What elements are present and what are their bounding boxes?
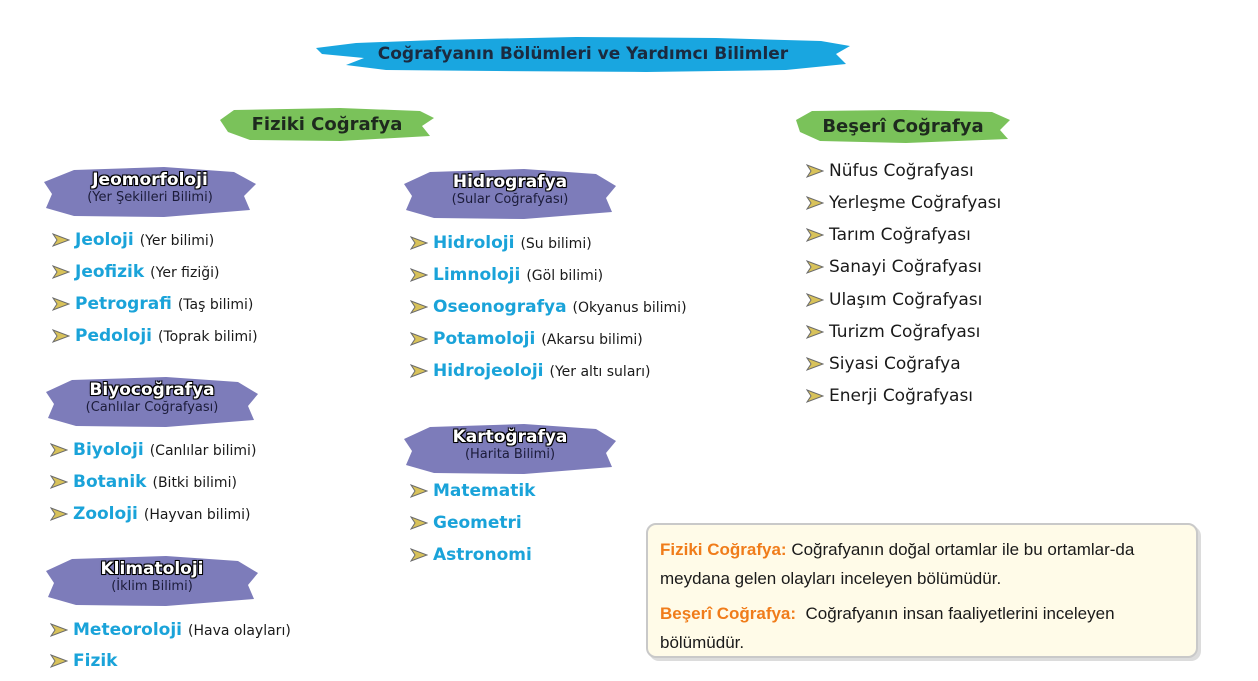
item-desc: (Hava olayları) xyxy=(188,623,291,639)
arrow-bullet-icon xyxy=(52,265,70,279)
list-item xyxy=(806,354,961,374)
item-name: Sanayi Coğrafyası xyxy=(829,257,982,277)
arrow-bullet-icon xyxy=(806,325,824,339)
list-item xyxy=(410,233,592,253)
definition-box xyxy=(646,523,1198,658)
list-item xyxy=(410,329,643,349)
item-name: Oseonografya xyxy=(433,297,567,317)
item-desc: (Yer bilimi) xyxy=(139,233,215,249)
list-item xyxy=(806,322,980,342)
item-name: Limnoloji xyxy=(433,265,521,285)
fiziki-definition xyxy=(660,535,1184,593)
item-desc: (Taş bilimi) xyxy=(177,297,254,313)
item-desc: (Yer altı suları) xyxy=(549,364,651,380)
kartografya-subtitle: (Harita Bilimi) xyxy=(464,447,556,462)
list-item xyxy=(806,161,974,181)
jeomorfoloji-title: Jeomorfoloji xyxy=(92,170,208,190)
list-item xyxy=(50,620,291,640)
item-name: Fizik xyxy=(73,651,118,671)
list-item xyxy=(50,504,250,524)
fiziki-definition-term: Fiziki Coğrafya: xyxy=(660,540,787,559)
item-name: Astronomi xyxy=(433,545,532,565)
arrow-bullet-icon xyxy=(806,164,824,178)
arrow-bullet-icon xyxy=(410,332,428,346)
list-item xyxy=(50,472,237,492)
item-name: Jeofizik xyxy=(75,262,145,282)
item-name: Hidroloji xyxy=(433,233,515,253)
arrow-bullet-icon xyxy=(52,297,70,311)
item-name: Botanik xyxy=(73,472,147,492)
list-item xyxy=(52,262,219,282)
item-desc: (Hayvan bilimi) xyxy=(143,507,251,523)
arrow-bullet-icon xyxy=(410,516,428,530)
fiziki-definition-text: Coğrafyanın doğal ortamlar ile bu ortamlar-da meydana gelen olayları inceleyen bölümüdür. xyxy=(660,540,1135,588)
arrow-bullet-icon xyxy=(50,623,68,637)
item-name: Ulaşım Coğrafyası xyxy=(829,290,983,310)
arrow-bullet-icon xyxy=(806,357,824,371)
item-name: Zooloji xyxy=(73,504,138,524)
klimatoloji-banner xyxy=(46,555,258,607)
beseri-banner xyxy=(796,108,1010,144)
beseri-definition-term: Beşerî Coğrafya: xyxy=(660,604,797,623)
kartografya-banner xyxy=(404,423,616,475)
fiziki-banner xyxy=(220,106,434,142)
arrow-bullet-icon xyxy=(806,389,824,403)
beseri-definition-text: Coğrafyanın insan faaliyetlerini inceleyen bölümüdür. xyxy=(660,604,1120,652)
list-item xyxy=(410,361,651,381)
list-item xyxy=(410,545,532,565)
list-item xyxy=(806,257,982,277)
list-item xyxy=(806,386,973,406)
list-item xyxy=(52,326,258,346)
hidrografya-subtitle: (Sular Coğrafyası) xyxy=(451,192,569,207)
item-name: Nüfus Coğrafyası xyxy=(829,161,974,181)
item-name: Potamoloji xyxy=(433,329,536,349)
list-item xyxy=(410,481,536,501)
item-name: Turizm Coğrafyası xyxy=(829,322,981,342)
item-name: Jeoloji xyxy=(75,230,134,250)
fiziki-label: Fiziki Coğrafya xyxy=(251,113,403,135)
item-desc: (Okyanus bilimi) xyxy=(572,300,687,316)
hidrografya-title: Hidrografya xyxy=(452,172,568,192)
arrow-bullet-icon xyxy=(50,475,68,489)
item-name: Matematik xyxy=(433,481,536,501)
arrow-bullet-icon xyxy=(410,300,428,314)
klimatoloji-subtitle: (İklim Bilimi) xyxy=(111,579,193,594)
item-name: Geometri xyxy=(433,513,522,533)
page-title: Coğrafyanın Bölümleri ve Yardımcı Bilimler xyxy=(377,44,789,64)
list-item xyxy=(410,265,603,285)
list-item xyxy=(410,513,522,533)
biyocografya-banner xyxy=(46,376,258,428)
item-desc: (Canlılar bilimi) xyxy=(149,443,257,459)
kartografya-title: Kartoğrafya xyxy=(452,427,568,447)
klimatoloji-title: Klimatoloji xyxy=(100,559,204,579)
item-name: Petrografi xyxy=(75,294,172,314)
arrow-bullet-icon xyxy=(50,443,68,457)
list-item xyxy=(52,230,214,250)
item-desc: (Bitki bilimi) xyxy=(152,475,237,491)
title-banner xyxy=(316,34,850,74)
arrow-bullet-icon xyxy=(806,196,824,210)
list-item xyxy=(50,440,256,460)
arrow-bullet-icon xyxy=(410,364,428,378)
item-desc: (Yer fiziği) xyxy=(150,265,220,281)
item-name: Siyasi Coğrafya xyxy=(829,354,961,374)
arrow-bullet-icon xyxy=(410,268,428,282)
item-name: Yerleşme Coğrafyası xyxy=(829,193,1002,213)
item-name: Enerji Coğrafyası xyxy=(829,386,974,406)
list-item xyxy=(52,294,253,314)
arrow-bullet-icon xyxy=(410,548,428,562)
arrow-bullet-icon xyxy=(52,233,70,247)
item-desc: (Toprak bilimi) xyxy=(158,329,258,345)
list-item xyxy=(806,193,1001,213)
item-name: Hidrojeoloji xyxy=(433,361,544,381)
item-name: Pedoloji xyxy=(75,326,152,346)
biyocografya-subtitle: (Canlılar Coğrafyası) xyxy=(85,400,219,415)
arrow-bullet-icon xyxy=(806,228,824,242)
list-item xyxy=(410,297,687,317)
item-desc: (Su bilimi) xyxy=(520,236,592,252)
hidrografya-banner xyxy=(404,168,616,220)
jeomorfoloji-banner xyxy=(44,166,256,218)
list-item xyxy=(50,651,117,671)
arrow-bullet-icon xyxy=(52,329,70,343)
beseri-definition xyxy=(660,599,1184,657)
list-item xyxy=(806,290,982,310)
item-name: Meteoroloji xyxy=(73,620,183,640)
arrow-bullet-icon xyxy=(410,236,428,250)
jeomorfoloji-subtitle: (Yer Şekilleri Bilimi) xyxy=(87,190,213,205)
biyocografya-title: Biyocoğrafya xyxy=(89,380,215,400)
item-desc: (Akarsu bilimi) xyxy=(541,332,643,348)
arrow-bullet-icon xyxy=(410,484,428,498)
arrow-bullet-icon xyxy=(50,507,68,521)
item-desc: (Göl bilimi) xyxy=(526,268,604,284)
arrow-bullet-icon xyxy=(806,260,824,274)
item-name: Biyoloji xyxy=(73,440,144,460)
beseri-label: Beşerî Coğrafya xyxy=(822,115,984,137)
item-name: Tarım Coğrafyası xyxy=(829,225,971,245)
arrow-bullet-icon xyxy=(50,654,68,668)
list-item xyxy=(806,225,971,245)
arrow-bullet-icon xyxy=(806,293,824,307)
